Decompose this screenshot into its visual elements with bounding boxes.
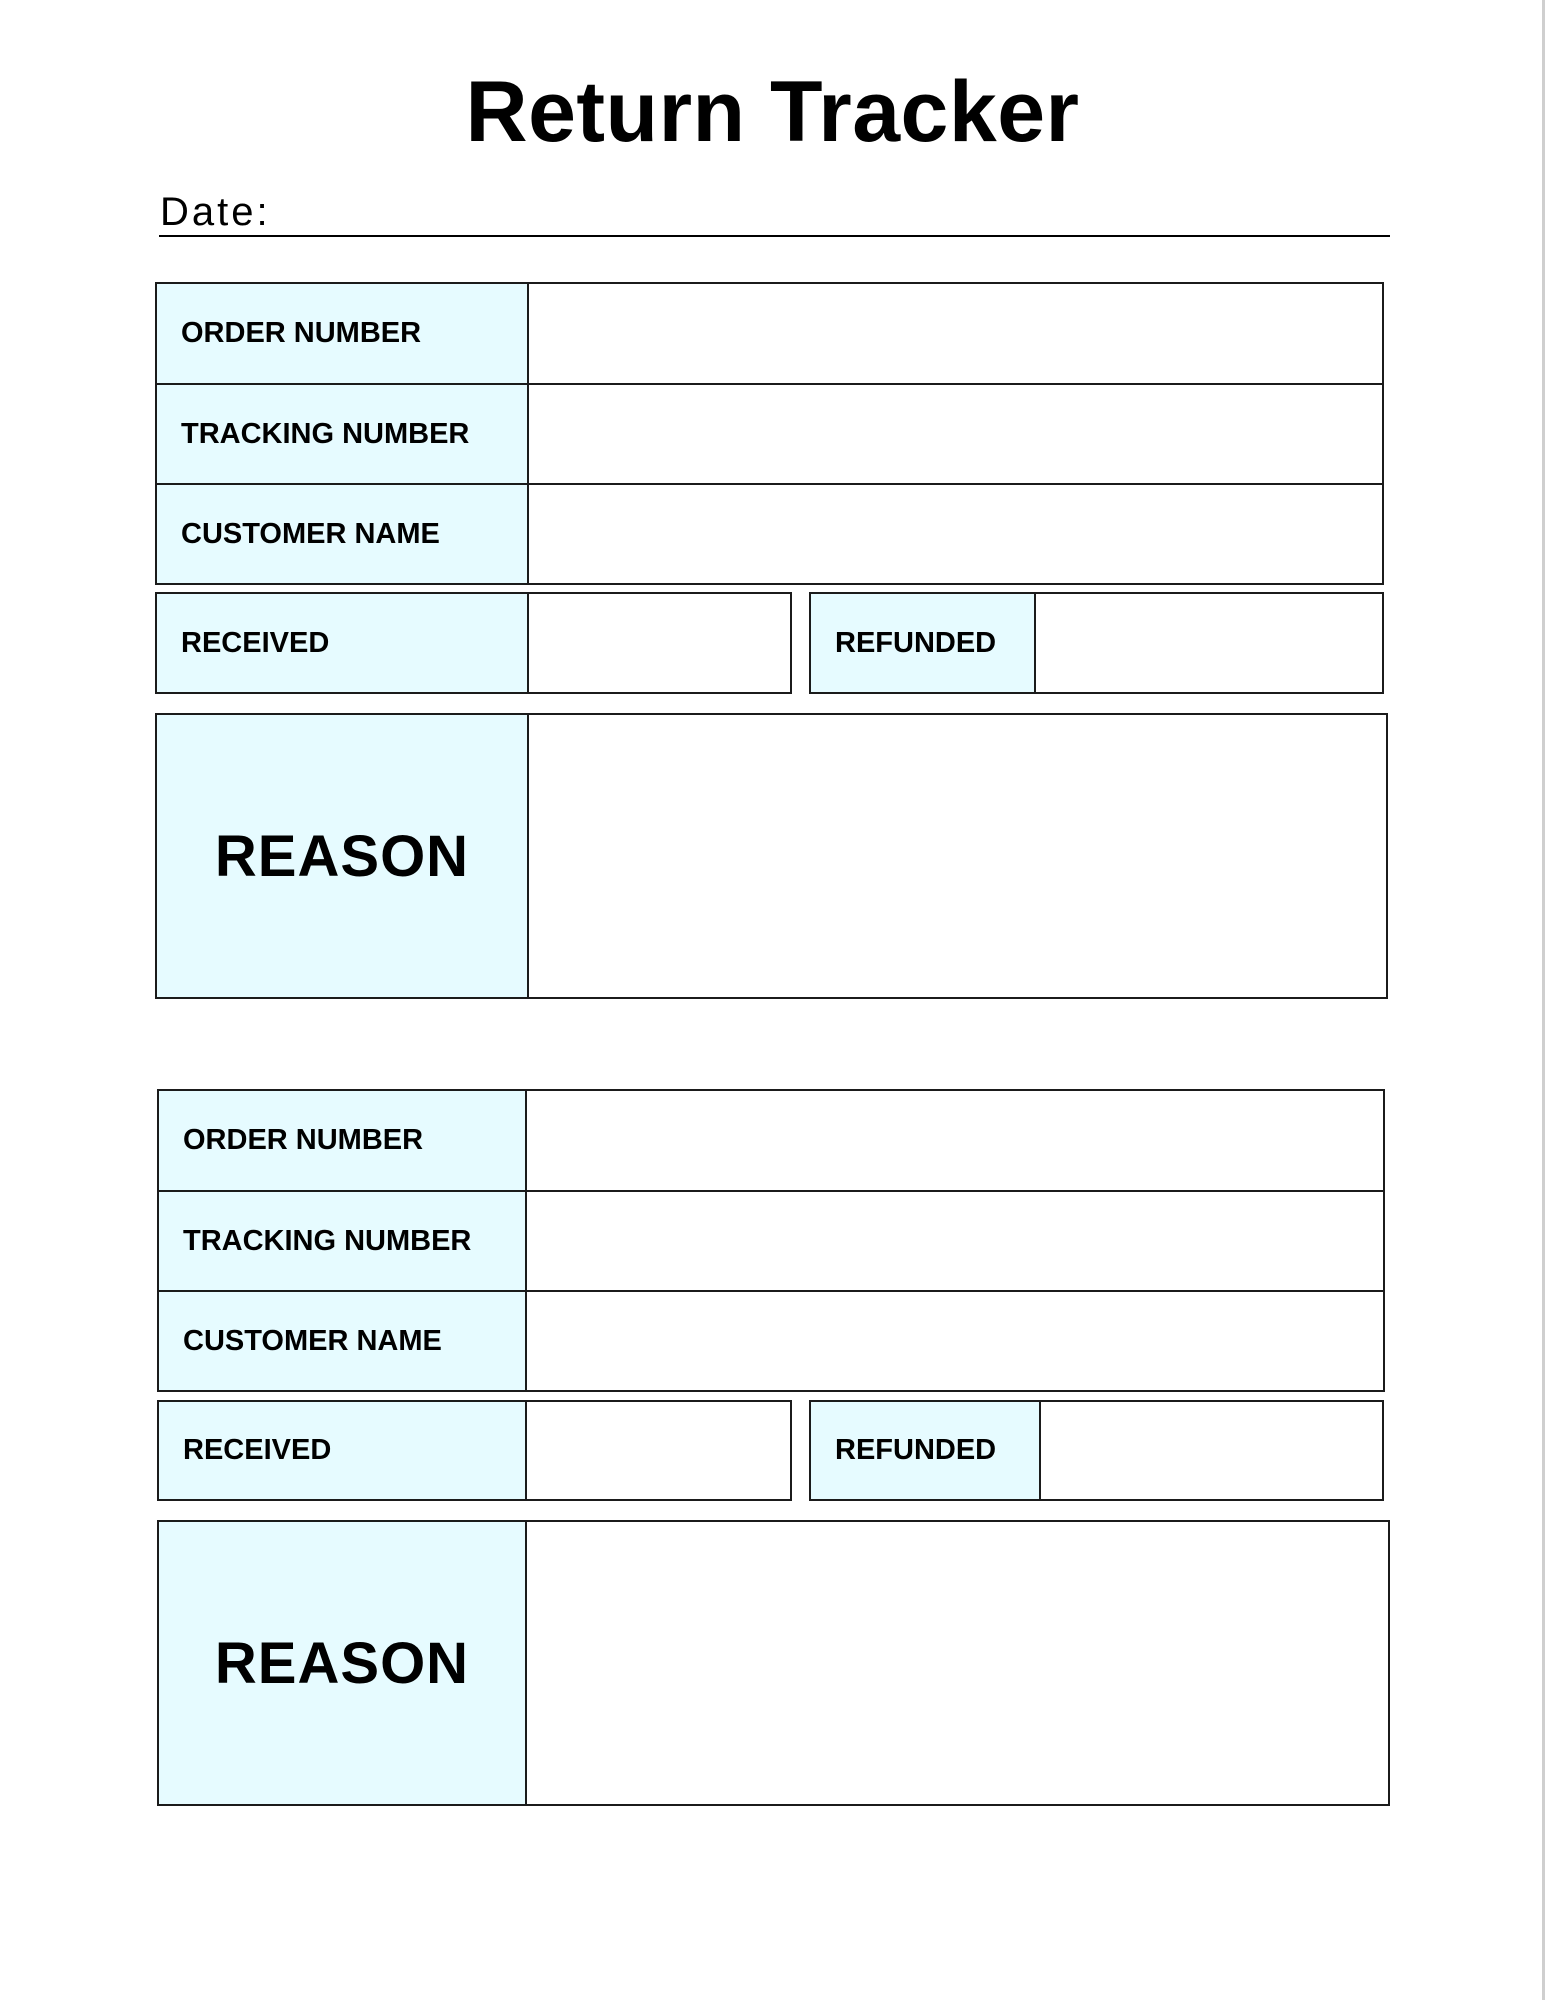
received-label: RECEIVED — [157, 594, 527, 692]
reason-label: REASON — [159, 1522, 525, 1804]
customer-name-label: CUSTOMER NAME — [159, 1292, 525, 1390]
received-field[interactable] — [527, 594, 790, 692]
reason-box-2 — [157, 1520, 1390, 1806]
tracking-number-field[interactable] — [527, 385, 1382, 483]
reason-label: REASON — [157, 715, 527, 997]
tracking-number-label: TRACKING NUMBER — [159, 1192, 525, 1290]
received-field[interactable] — [525, 1402, 790, 1499]
order-number-row — [157, 284, 1382, 383]
refunded-label: REFUNDED — [811, 1402, 1039, 1499]
tracking-number-label: TRACKING NUMBER — [157, 385, 527, 483]
customer-name-label: CUSTOMER NAME — [157, 485, 527, 583]
received-row — [157, 594, 790, 692]
reason-field[interactable] — [529, 715, 1386, 997]
refunded-field[interactable] — [1034, 594, 1382, 692]
refunded-box-2 — [809, 1400, 1384, 1501]
tracking-number-row — [159, 1192, 1383, 1290]
refunded-row — [811, 594, 1382, 692]
customer-name-row — [159, 1292, 1383, 1390]
tracking-number-row — [157, 385, 1382, 483]
page-title: Return Tracker — [465, 64, 1080, 160]
customer-name-field[interactable] — [527, 485, 1382, 583]
customer-name-row — [157, 485, 1382, 583]
order-number-field[interactable] — [527, 284, 1382, 383]
refunded-field[interactable] — [1039, 1402, 1382, 1499]
reason-box-1 — [155, 713, 1388, 999]
received-label: RECEIVED — [159, 1402, 525, 1499]
date-label: Date: — [160, 190, 271, 234]
order-number-field[interactable] — [525, 1091, 1383, 1190]
record-table-1 — [155, 282, 1384, 585]
refunded-box-1 — [809, 592, 1384, 694]
refunded-label: REFUNDED — [811, 594, 1034, 692]
received-row — [159, 1402, 790, 1499]
received-box-1 — [155, 592, 792, 694]
order-number-label: ORDER NUMBER — [157, 284, 527, 383]
tracking-number-field[interactable] — [525, 1192, 1383, 1290]
order-number-label: ORDER NUMBER — [159, 1091, 525, 1190]
received-box-2 — [157, 1400, 792, 1501]
reason-field[interactable] — [527, 1522, 1388, 1804]
refunded-row — [811, 1402, 1382, 1499]
date-input-line[interactable] — [159, 235, 1390, 237]
order-number-row — [159, 1091, 1383, 1190]
record-table-2 — [157, 1089, 1385, 1392]
customer-name-field[interactable] — [525, 1292, 1383, 1390]
